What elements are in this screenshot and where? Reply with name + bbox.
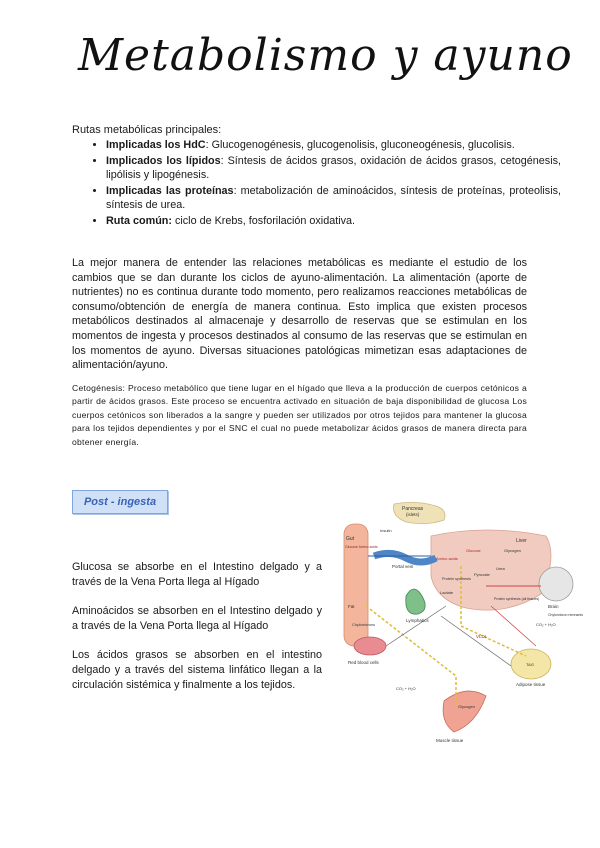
intro-text: Rutas metabólicas principales: [72,124,222,136]
amino-acids-note: Aminoácidos se absorben en el Intestino delgado y a través de la Vena Porta llega al Hígado [72,605,322,632]
list-item [106,154,561,183]
list-item [106,214,561,229]
gut-shape [344,524,368,646]
diagram-label: Liver [516,538,527,544]
route-text: : Síntesis de ácidos grasos, oxidación de ácidos grasos, cetogénesis, lipólisis y lipogénesis. [106,154,561,181]
diagram-label: Urea [496,566,505,571]
cetogenesis-paragraph: Cetogénesis: Proceso metabólico que tiene lugar en el hígado que lleva a la producción de cuerpos cetónicos a partir de ácidos grasos. Este proceso se encuentra activado en situación de baja disponibilidad de glucosa Los cuerpos cetónicos son liberados a la sangre y pueden ser utilizados por otros tejidos para mantener la glucosa para los tejidos dependientes y por el SNC el cual no puede metabolizar ácidos grasos de manera directa para obtener energía. [72,383,527,447]
diagram-label: Brain [548,604,559,609]
diagram-label: (islets) [406,512,420,517]
diagram-label: Insulin [380,528,392,533]
fatty-acids-note: Los ácidos grasos se absorben en el intestino delgado y a través del sistema linfático llegan a la circulación sistémica y finalmente a los tejidos. [72,649,322,691]
diagram-label: Protein synthesis [442,577,471,581]
route-text: : Glucogenogénesis, glucogenolisis, gluconeogénesis, glucolisis. [205,139,515,151]
diagram-label: Lactate [440,590,454,595]
diagram-label: Lymphatics [406,618,429,623]
route-label: Implicadas los HdC [106,139,206,151]
portal-vein-shape [374,553,436,562]
diagram-label: Adipose tissue [516,682,546,687]
rbc-shape [354,637,386,655]
routes-list [72,138,561,229]
route-label: Implicados los lípidos [106,154,221,167]
diagram-label: Pancreas [402,506,424,512]
diagram-label: CO₂ + H₂O [396,686,416,691]
diagram-label: Portal vein [392,564,414,569]
diagram-label: Glycogen [504,548,521,553]
list-item [106,138,561,153]
route-text: : metabolización de aminoácidos, síntesis de proteínas, proteolisis, síntesis de urea. [106,184,561,211]
glucose-note: Glucosa se absorbe en el Intestino delgado y a través de la Vena Porta llega al Hígado [72,561,322,588]
page-title: Metabolismo y ayuno [78,30,573,81]
brain-shape [539,567,573,601]
diagram-label: Fat [348,604,355,609]
diagram-label: Pyruvate [474,572,490,577]
route-text: ciclo de Krebs, fosforilación oxidativa. [171,214,356,227]
diagram-label: Chylomicrons [352,623,375,627]
diagram-label: Glucose Amino acids [345,545,378,549]
diagram-label: CO₂ + H₂O [536,622,556,627]
diagram-label: Glycogen [458,704,475,709]
diagram-label: VLDL [476,634,488,639]
diagram-label: Glucose [466,548,481,553]
flow-arrow [441,616,511,666]
intro-paragraph: La mejor manera de entender las relaciones metabólicas es mediante el estudio de los cambios que se dan durante los ciclos de ayuno-alimentación. La alimentación (aporte de nutrientes) no es continua durante todo momento, pero realizamos reacciones metabólicas de consumo/obtención de energía de manera continua. Esto implica que existen procesos metabólicos destinados al almacenaje y desarrollo de reservas que se estimulan en los momentos de ingesta y procesos destinados al consumo de las reservas que se estimulan en los momentos de ayuno. Diversas situaciones patológicas mimetizan esas adaptaciones de alimentación/ayuno. [72,257,527,372]
diagram-label: Protein synthesis (all tissues) [494,597,540,601]
route-label: Implicadas las proteínas [106,184,234,197]
diagram-label: Muscle tissue [436,738,464,743]
diagram-label: TAG [526,662,534,667]
diagram-label: Red blood cells [348,660,379,665]
diagram-label: Chylomicron remnants [548,613,584,617]
list-item [106,184,561,213]
diagram-label: Gut [346,536,355,542]
lymphatics-shape [406,589,425,614]
flow-arrow [491,606,536,646]
muscle-shape [443,691,486,732]
route-label: Ruta común: [106,214,172,227]
diagram-label: Amino acids [436,556,458,561]
metabolism-diagram [336,496,586,746]
post-ingesta-badge: Post - ingesta [72,490,168,514]
